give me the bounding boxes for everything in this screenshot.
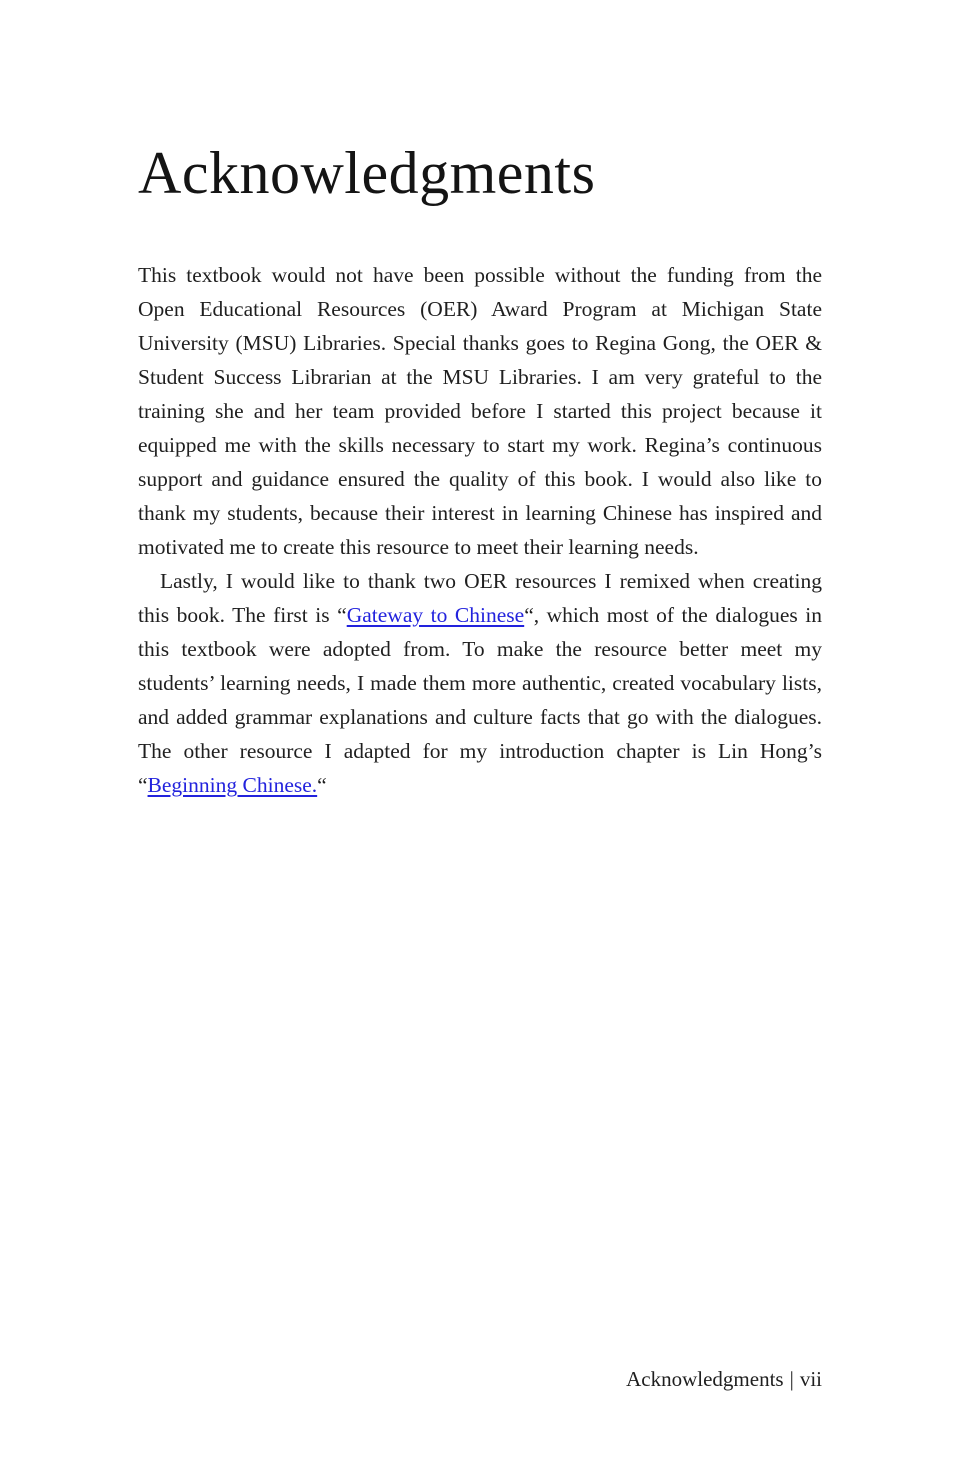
footer-page-number: vii: [799, 1367, 822, 1391]
paragraph-text-segment: Lastly, I would like to thank two OER resources I remixed when creating this book. The first is “: [138, 569, 822, 627]
page-content: [138, 0, 822, 802]
footer-section-label: Acknowledgments: [626, 1367, 784, 1391]
running-footer: [626, 1366, 822, 1392]
paragraph-text-segment: “, which most of the dialogues in this textbook were adopted from. To make the resource better meet my students’ learning needs, I made them more authentic, created vocabulary lists, and added grammar explanations and culture facts that go with the dialogues. The other resource I adapted for my introduction chapter is Lin Hong’s “: [138, 603, 822, 797]
paragraph-funding-thanks: This textbook would not have been possible without the funding from the Open Educational Resources (OER) Award Program at Michigan State University (MSU) Libraries. Special thanks goes to Regina Gong, the OER & Student Success Librarian at the MSU Libraries. I am very grateful to the training she and her team provided before I started this project because it equipped me with the skills necessary to start my work. Regina’s continuous support and guidance ensured the quality of this book. I would also like to thank my students, because their interest in learning Chinese has inspired and motivated me to create this resource to meet their learning needs.: [138, 263, 822, 559]
page-title: Acknowledgments: [138, 140, 596, 206]
paragraph-oer-resources: [138, 564, 822, 802]
gateway-to-chinese-link[interactable]: Gateway to Chinese: [346, 603, 525, 627]
footer-separator: |: [789, 1367, 794, 1391]
beginning-chinese-link[interactable]: Beginning Chinese.: [147, 773, 318, 797]
paragraph-text-segment: “: [317, 773, 327, 797]
